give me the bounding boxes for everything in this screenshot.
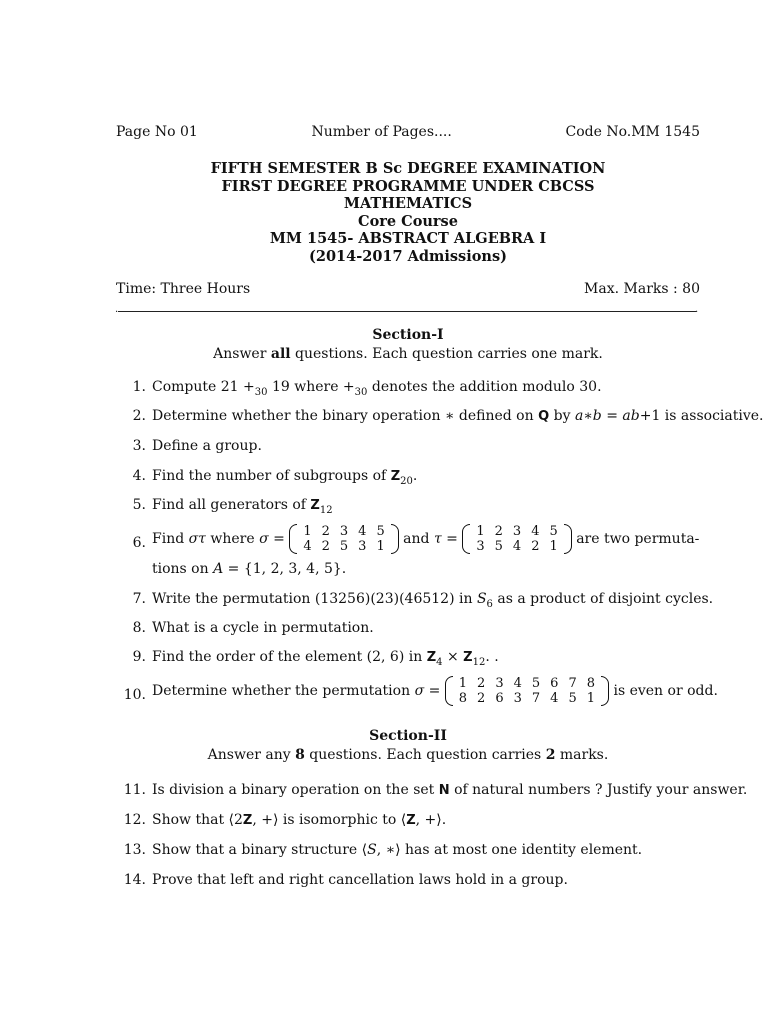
matrix-entry: 6 — [550, 676, 559, 691]
section-2-heading: Section-II — [369, 728, 447, 744]
matrix-entry: 5 — [339, 539, 349, 554]
matrix-entry: 4 — [513, 676, 522, 691]
matrix-entry: 3 — [513, 691, 522, 706]
course-code: Code No.MM 1545 — [565, 124, 700, 140]
exam-page: Page No 01 Number of Pages.... Code No.MM 1545 FIFTH SEMESTER B Sc DEGREE EXAMINATION FIRST DEGREE PROGRAMME UNDER CBCSS MATHEMATICS Core Course MM 1545- ABSTRACT ALGEBRA I (2014-2017 Admissions) Time: Three Hours Max. Marks : 80 . . Section-I Answer all questions. Each question carries one mark. 1. Compute $21 +_{30}$ 19 where $+_{30}$ denotes the addition modulo 30. 2. Determine whether the binary operation ∗ defined on Q by a∗b = ab+1 is associative. 3. Define a group. 4. Find the number of subgroups of $Z_{20}$. 5. Find all generators of $Z_{12}$ 6. Find στ where σ = 1 2 3 4 5 4 2 5 3 1 and τ = 1 2 3 4 5 3 5 4 2 1 are two permuta- tions on A = {1, 2, 3, 4, 5}. 7. Write the permutation (13256)(23)(46512) in $S_6$ as a product of disjoint cycles. 8. What is a cycle in permutation. 9. Find the order of the element (2, 6) in $Z_4 \times Z_{12}$. . 10. Determine whether the permutation σ = 1 2 3 4 5 6 7 8 8 2 6 3 7 4 5 1 is even or odd. Section-II Answer any 8 questions. Each question carries 2 marks. 11. Is division a binary operation on the set N of natural numbers ? Justify your answer. 12. Show that ⟨2Z, +⟩ is isomorphic to ⟨Z, +⟩. 13. Show that a binary structure ⟨S, ∗⟩ has at most one identity element. 14. Prove that left and right cancellation laws hold in a group. — [115, 124, 764, 888]
subject-line: MATHEMATICS — [343, 195, 473, 212]
matrix-entry: 5 — [531, 676, 541, 691]
matrix-entry: 4 — [512, 539, 522, 554]
time-marks-row — [116, 281, 700, 297]
matrix-entry: 2 — [321, 524, 330, 539]
horizontal-rule — [118, 311, 696, 312]
matrix-entry: 3 — [358, 539, 367, 554]
question-6: 6. Find στ where σ = 1 2 3 4 5 4 2 5 3 1 and τ = 1 2 3 4 5 3 5 4 2 1 are two permuta- tions on A = {1, 2, 3, 4, 5}. — [132, 524, 700, 577]
matrix-entry: 1 — [303, 524, 312, 539]
matrix-entry: 8 — [586, 676, 596, 691]
sigma-matrix — [289, 524, 398, 554]
matrix-entry: 4 — [303, 539, 312, 554]
rule-dot: . — [115, 304, 119, 315]
matrix-entry: 1 — [586, 691, 596, 706]
matrix-entry: 5 — [568, 691, 577, 706]
section-1-instructions: Answer all questions. Each question carries one mark. — [213, 346, 603, 362]
tau-matrix — [462, 524, 571, 554]
matrix-entry: 7 — [531, 691, 541, 706]
admissions-line: (2014-2017 Admissions) — [309, 247, 507, 265]
matrix-top-row — [454, 676, 600, 691]
matrix-entry: 1 — [376, 539, 385, 554]
exam-duration: Time: Three Hours — [116, 281, 251, 297]
page-number: Page No 01 — [116, 124, 198, 140]
matrix-entry: 1 — [549, 539, 558, 554]
matrix-top-row — [298, 524, 389, 539]
section-1-heading: Section-I — [372, 327, 444, 343]
matrix-entry: 2 — [321, 539, 330, 554]
matrix-entry: 1 — [458, 676, 468, 691]
matrix-entry: 2 — [477, 691, 486, 706]
course-type-line: Core Course — [358, 212, 458, 230]
matrix-entry: 4 — [358, 524, 367, 539]
matrix-entry: 5 — [549, 524, 558, 539]
matrix-entry: 3 — [476, 539, 485, 554]
sigma-matrix — [445, 676, 609, 706]
course-name-line: MM 1545- ABSTRACT ALGEBRA I — [269, 230, 547, 247]
section-2-instructions: Answer any 8 questions. Each question carries 2 marks. — [207, 747, 609, 763]
matrix-entry: 3 — [339, 524, 349, 539]
matrix-entry: 5 — [376, 524, 385, 539]
matrix-entry: 8 — [458, 691, 468, 706]
matrix-entry: 3 — [495, 676, 504, 691]
matrix-entry: 1 — [476, 524, 485, 539]
matrix-entry: 2 — [531, 539, 540, 554]
page-header — [116, 124, 700, 144]
matrix-entry: 3 — [512, 524, 522, 539]
rule-dot: . — [695, 304, 699, 315]
matrix-bottom-row — [298, 539, 389, 554]
matrix-entry: 4 — [531, 524, 540, 539]
matrix-entry: 2 — [477, 676, 486, 691]
matrix-top-row — [471, 524, 562, 539]
matrix-entry: 6 — [495, 691, 504, 706]
number-of-pages: Number of Pages.... — [311, 124, 452, 140]
matrix-entry: 7 — [568, 676, 577, 691]
matrix-entry: 5 — [494, 539, 503, 554]
matrix-bottom-row — [471, 539, 562, 554]
max-marks: Max. Marks : 80 — [584, 281, 700, 297]
programme-line: FIRST DEGREE PROGRAMME UNDER CBCSS — [221, 177, 595, 195]
matrix-bottom-row — [454, 691, 600, 706]
exam-title-line: FIFTH SEMESTER B Sc DEGREE EXAMINATION — [210, 160, 606, 177]
matrix-entry: 2 — [494, 524, 503, 539]
matrix-entry: 4 — [550, 691, 559, 706]
exam-title-block — [116, 160, 700, 265]
question-10: 10. Determine whether the permutation σ = 1 2 3 4 5 6 7 8 8 2 6 3 7 4 5 1 is even or odd. — [123, 676, 718, 706]
